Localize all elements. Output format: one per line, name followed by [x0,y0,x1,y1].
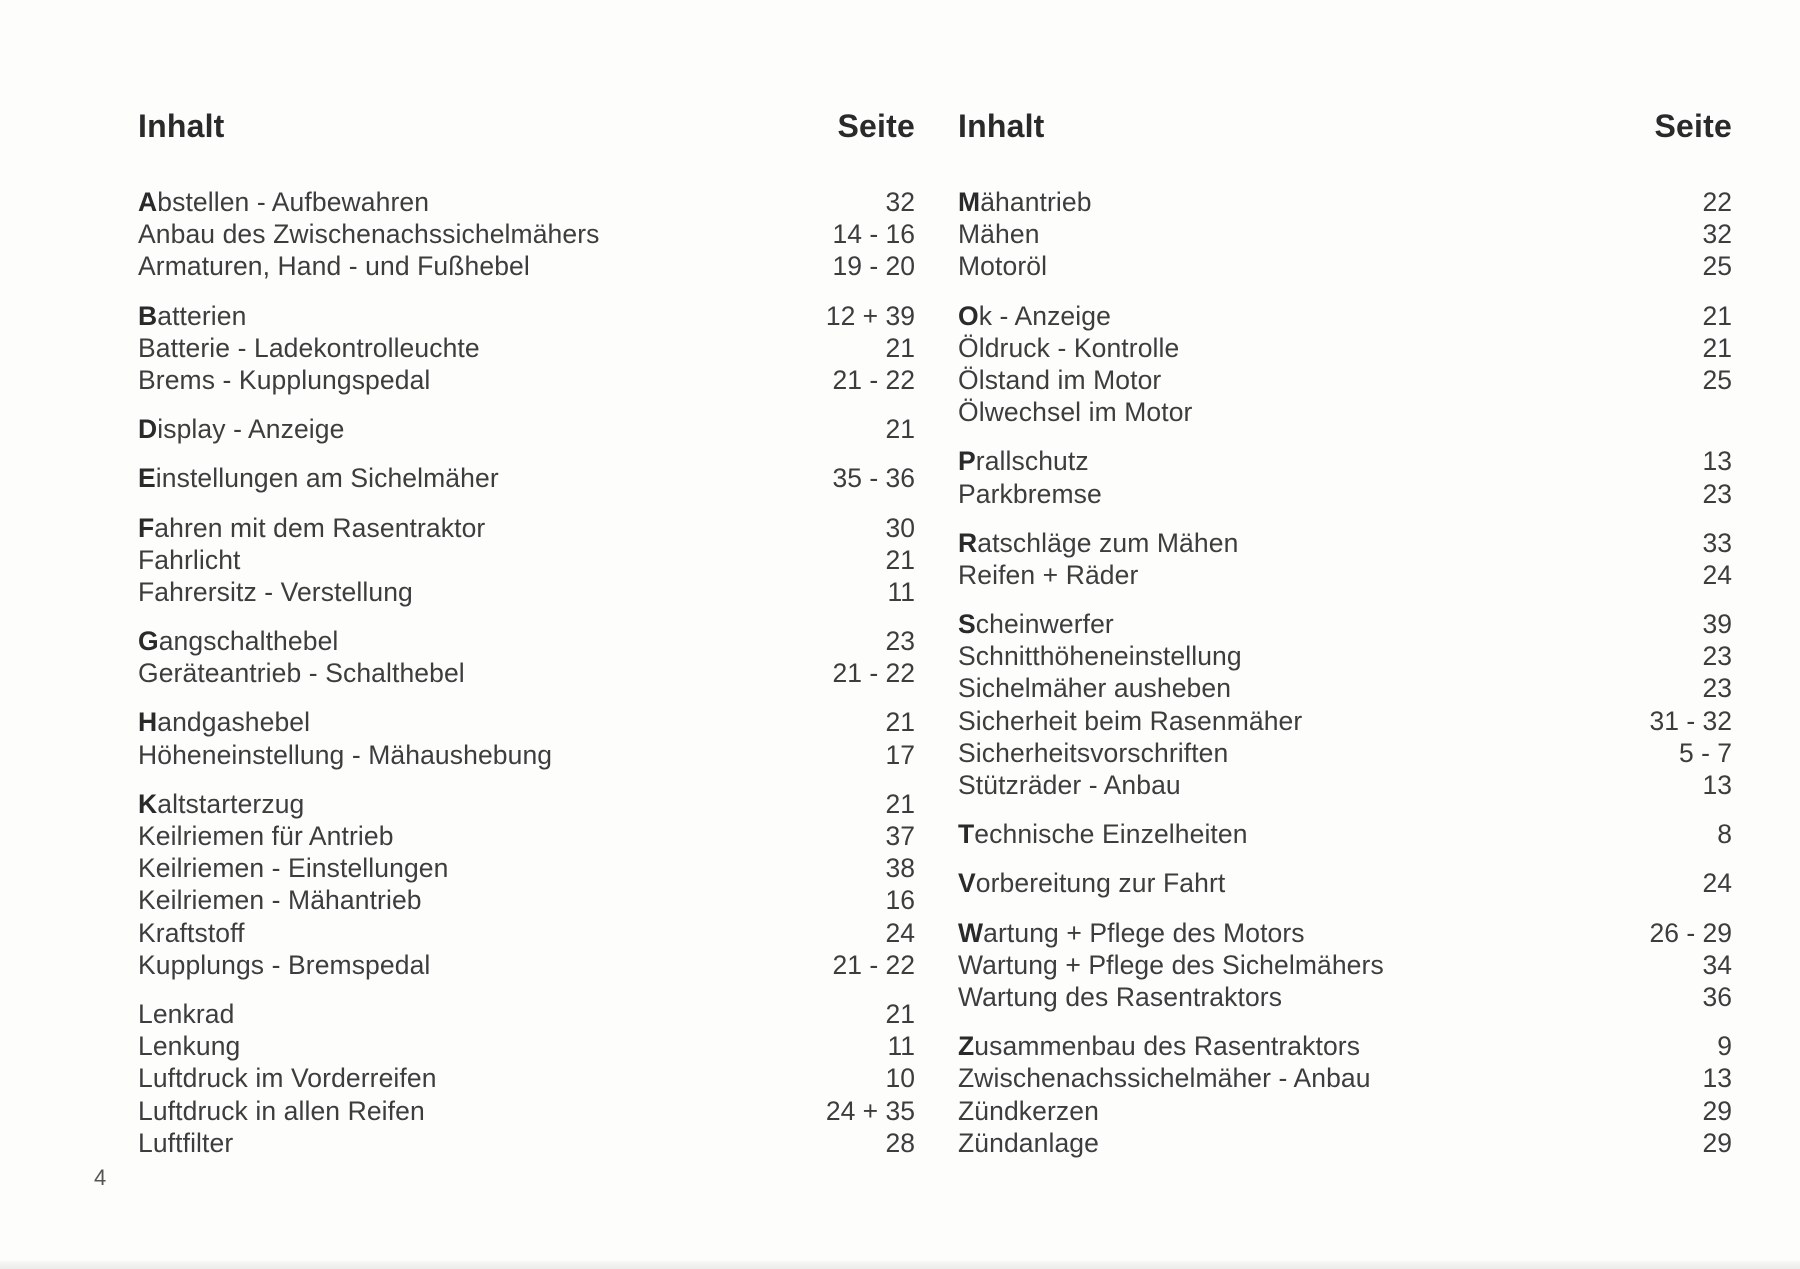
toc-entry-text: Zündkerzen [958,1095,1099,1126]
page-column-heading: Seite [1654,108,1732,144]
toc-entry-text: andgashebel [157,707,311,738]
toc-entry-page: 29 [1702,1127,1732,1158]
toc-group [958,527,1732,591]
toc-entry [958,250,1732,282]
toc-entry-label [958,1030,1360,1062]
toc-entry-initial: M [958,187,981,217]
toc-entry [138,186,915,218]
toc-group [958,917,1732,1014]
toc-entry-text: Luftdruck im Vorderreifen [138,1063,437,1094]
toc-entry-text: instellungen am Sichelmäher [155,463,499,494]
toc-group [958,186,1732,283]
toc-entry [138,1095,915,1127]
toc-group [958,445,1732,509]
toc-entry-page: 12 + 39 [825,300,915,331]
toc-entry-initial: H [138,707,158,738]
toc-entry-text: Sichelmäher ausheben [958,673,1232,704]
toc-entry [138,300,915,332]
toc-entry-text: Stützräder - Anbau [958,770,1181,800]
toc-entry [958,640,1732,672]
toc-entry-page: 22 [1702,187,1732,217]
toc-group [958,1030,1732,1159]
toc-entry-label [958,949,1384,981]
toc-group [138,462,915,494]
toc-entry [138,512,915,544]
toc-entry-label [138,332,480,364]
toc-entry-page: 21 - 22 [832,364,915,395]
toc-entry-text: k - Anzeige [978,300,1111,331]
toc-group [958,818,1732,850]
toc-entry-text: Schnitthöheneinstellung [958,641,1242,672]
toc-entry-initial: E [138,463,156,494]
toc-group [138,998,915,1159]
toc-entry-page: 21 - 22 [832,658,915,689]
toc-entry [958,608,1732,640]
toc-entry [138,998,915,1030]
toc-entry-initial: W [958,917,984,948]
toc-entry-text: Lenkrad [138,998,235,1029]
toc-entry-text: Mähen [958,219,1040,250]
toc-entry-label [138,1127,233,1159]
toc-entry-initial: D [138,414,158,445]
toc-entry-page: 21 [885,414,915,445]
toc-entry [958,300,1732,332]
toc-entry-label [138,512,485,544]
toc-entry-text: Parkbremse [958,478,1102,509]
toc-entry-label [138,186,429,218]
toc-entry [138,332,915,364]
toc-entry-label [138,657,465,689]
toc-entry-label [138,544,241,576]
toc-entry-label [958,1127,1099,1159]
toc-entry [138,657,915,689]
toc-entry-page: 21 [1702,300,1732,331]
toc-entry-page: 13 [1702,1063,1732,1094]
page-column-heading: Seite [837,108,915,144]
toc-entry-initial: O [958,300,979,331]
toc-group [958,300,1732,429]
toc-entry-text: altstarterzug [157,788,305,819]
toc-entry-label [138,852,448,884]
toc-entry [958,867,1732,899]
toc-entry [138,364,915,396]
toc-entry-page: 25 [1702,251,1732,282]
toc-entry [958,1030,1732,1062]
toc-entry-page: 24 [1702,559,1732,590]
toc-entry-initial: F [138,512,155,543]
toc-entry [138,625,915,657]
toc-entry [138,739,915,771]
toc-entry [958,527,1732,559]
column-header [138,108,915,150]
toc-entry-text: Fahrlicht [138,544,241,575]
toc-entry-initial: T [958,819,975,850]
toc-entry [958,364,1732,396]
toc-entry-text: bstellen - Aufbewahren [157,187,430,217]
toc-entry [958,737,1732,769]
toc-entry-page: 33 [1702,527,1732,558]
toc-entry [138,544,915,576]
toc-entry-text: Batterie - Ladekontrolleuchte [138,332,480,363]
toc-entry [958,478,1732,510]
toc-entry-page: 23 [1702,641,1732,672]
toc-entry [138,949,915,981]
toc-entry [958,186,1732,218]
toc-group [138,300,915,397]
toc-entry-text: Sicherheit beim Rasenmäher [958,705,1303,736]
toc-entry-page: 34 [1702,949,1732,980]
toc-entry-page: 21 [885,998,915,1029]
toc-entry-page: 31 - 32 [1649,705,1732,736]
toc-entry-label [958,218,1040,250]
toc-entry-text: orbereitung zur Fahrt [975,868,1226,899]
toc-entry-label [958,396,1192,428]
toc-entry-text: Sicherheitsvorschriften [958,737,1229,768]
toc-entry [138,820,915,852]
toc-entry-text: usammenbau des Rasentraktors [974,1031,1361,1062]
toc-entry-label [138,413,344,445]
toc-entry-text: Ölwechsel im Motor [958,397,1193,428]
toc-entry-initial: A [138,187,158,217]
toc-entry-page: 21 [1702,332,1732,363]
toc-entry-label [958,1095,1099,1127]
toc-entry-label [958,300,1111,332]
toc-entry [958,981,1732,1013]
toc-entry-label [138,300,246,332]
toc-entry-page: 21 [885,544,915,575]
toc-entry [138,1030,915,1062]
toc-entry-text: cheinwerfer [975,609,1114,640]
toc-entry [958,396,1732,428]
toc-entry [138,218,915,250]
toc-entry [958,218,1732,250]
toc-entry-label [958,705,1302,737]
toc-entry-text: Keilriemen für Antrieb [138,821,394,851]
toc-entry-text: Keilriemen - Einstellungen [138,853,449,884]
toc-entry-initial: G [138,626,159,657]
toc-entry-label [138,739,552,771]
toc-entry-page: 21 [885,332,915,363]
toc-entry-label [958,186,1092,218]
toc-entry-page: 23 [1702,673,1732,704]
toc-entry [958,949,1732,981]
toc-entry-label [958,917,1305,949]
toc-entry [138,413,915,445]
toc-entry-label [138,884,422,916]
toc-entry-label [138,820,394,852]
toc-entry-label [958,445,1089,477]
toc-entry-text: Motoröl [958,251,1048,282]
page-edge [0,1261,1800,1269]
toc-entry-label [138,788,304,820]
toc-entry-page: 24 [885,917,915,948]
toc-entry-text: Luftfilter [138,1127,234,1158]
toc-entry-page: 23 [885,626,915,657]
toc-entry-page: 9 [1717,1031,1732,1062]
toc-entry-label [138,1095,425,1127]
toc-entry-text: Lenkung [138,1031,241,1062]
toc-entry-page: 29 [1702,1095,1732,1126]
toc-entry-label [138,706,310,738]
toc-entry [958,332,1732,364]
toc-group [958,608,1732,801]
toc-entry-initial: B [138,300,158,331]
toc-entry-text: Brems - Kupplungspedal [138,364,431,395]
toc-entry [958,672,1732,704]
toc-entry-page: 36 [1702,981,1732,1012]
toc-entry-page: 28 [885,1127,915,1158]
toc-entry-text: ahren mit dem Rasentraktor [154,512,486,543]
toc-entry [138,1127,915,1159]
toc-entry-text: Höheneinstellung - Mähaushebung [138,739,553,770]
toc-entry-initial: S [958,609,976,640]
toc-entry-label [958,981,1282,1013]
toc-entry-label [138,576,413,608]
toc-entry [958,1062,1732,1094]
toc-entry-text: Fahrersitz - Verstellung [138,576,413,607]
toc-entry-text: Keilriemen - Mähantrieb [138,885,422,916]
toc-group [138,186,915,283]
toc-group [138,788,915,981]
toc-entry-page: 14 - 16 [832,219,915,250]
toc-entry-label [958,818,1248,850]
toc-entry [958,1127,1732,1159]
toc-entry-page: 32 [1702,219,1732,250]
toc-entry-text: echnische Einzelheiten [974,819,1248,850]
toc-entry-text: Reifen + Räder [958,559,1139,590]
toc-entry-text: artung + Pflege des Motors [983,917,1305,948]
toc-entry-label [138,625,338,657]
toc-group [138,625,915,689]
toc-group [958,867,1732,899]
toc-entry [138,917,915,949]
toc-entry-page: 5 - 7 [1678,737,1732,768]
toc-entry-label [138,250,530,282]
toc-entry-page: 11 [887,576,915,607]
toc-entry-label [138,462,499,494]
toc-group [138,512,915,609]
column-header [958,108,1732,150]
toc-entry-label [958,1062,1371,1094]
toc-groups [958,186,1732,1159]
toc-entry-page: 17 [885,739,915,770]
toc-entry-page: 32 [885,187,915,217]
toc-entry-label [958,867,1225,899]
toc-entry-page: 24 + 35 [825,1095,915,1126]
toc-entry-text: ähantrieb [980,187,1092,217]
toc-entry-label [138,949,430,981]
toc-entry [958,1095,1732,1127]
toc-title: Inhalt [958,108,1045,144]
toc-entry-text: angschalthebel [158,626,339,657]
toc-entry-initial: R [958,527,978,558]
toc-entry-label [958,640,1242,672]
toc-entry-page: 11 [887,1031,915,1062]
toc-entry-page: 8 [1717,819,1732,850]
toc-entry-label [138,218,600,250]
toc-entry-page: 24 [1702,868,1732,899]
toc-entry-page: 30 [885,512,915,543]
toc-entry-text: Kraftstoff [138,917,245,948]
toc-entry [958,917,1732,949]
toc-entry [958,445,1732,477]
toc-entry-page: 25 [1702,364,1732,395]
toc-entry [958,818,1732,850]
toc-entry-text: Ölstand im Motor [958,364,1162,395]
toc-entry-label [958,364,1161,396]
toc-entry [138,706,915,738]
toc-entry-text: Öldruck - Kontrolle [958,332,1180,363]
toc-entry-label [958,672,1231,704]
toc-column-right [958,108,1732,1176]
toc-entry [138,462,915,494]
toc-entry [958,705,1732,737]
toc-entry-label [958,250,1047,282]
toc-entry-text: Anbau des Zwischenachssichelmähers [138,219,600,250]
toc-entry-text: Armaturen, Hand - und Fußhebel [138,251,530,282]
toc-entry-label [958,478,1102,510]
toc-entry-label [138,1030,240,1062]
toc-entry-text: Wartung des Rasentraktors [958,981,1283,1012]
toc-entry-initial: K [138,788,158,819]
toc-entry-page: 35 - 36 [832,463,915,494]
toc-entry-page: 23 [1702,478,1732,509]
toc-entry-text: atschläge zum Mähen [977,527,1239,558]
toc-entry-page: 10 [885,1063,915,1094]
toc-entry-page: 21 [885,788,915,819]
toc-entry [138,250,915,282]
toc-entry-text: Zündanlage [958,1127,1099,1158]
toc-entry [138,852,915,884]
toc-entry-text: Kupplungs - Bremspedal [138,949,431,980]
toc-entry-label [958,737,1228,769]
toc-title: Inhalt [138,108,225,144]
toc-entry-text: Luftdruck in allen Reifen [138,1095,425,1126]
toc-entry-page: 39 [1702,609,1732,640]
toc-group [138,413,915,445]
toc-entry-label [138,917,245,949]
toc-entry-page: 37 [885,821,915,851]
toc-entry [958,769,1732,801]
toc-entry-text: atterien [157,300,247,331]
toc-entry-label [958,527,1238,559]
toc-group [138,706,915,770]
page-number: 4 [94,1165,107,1190]
toc-entry-page: 21 [885,707,915,738]
toc-entry-page: 21 - 22 [832,949,915,980]
toc-entry-page: 16 [885,885,915,916]
toc-entry-text: Geräteantrieb - Schalthebel [138,658,465,689]
toc-entry-text: Zwischenachssichelmäher - Anbau [958,1063,1371,1094]
toc-entry [138,884,915,916]
toc-entry-page: 19 - 20 [832,251,915,282]
toc-entry-label [138,364,430,396]
toc-entry [958,559,1732,591]
toc-entry-text: isplay - Anzeige [157,414,345,445]
toc-entry-initial: P [958,446,976,477]
toc-entry-text: Wartung + Pflege des Sichelmähers [958,949,1384,980]
toc-entry-page: 38 [885,853,915,884]
toc-groups [138,186,915,1159]
toc-entry-page: 13 [1702,770,1732,800]
toc-entry [138,576,915,608]
toc-entry-label [138,998,234,1030]
toc-entry-page: 13 [1702,446,1732,477]
toc-entry-initial: Z [958,1031,975,1062]
toc-column-left [138,108,915,1176]
toc-entry-label [958,559,1138,591]
toc-entry-text: rallschutz [975,446,1089,477]
toc-entry-label [138,1062,437,1094]
toc-entry [138,788,915,820]
toc-entry-label [958,608,1114,640]
toc-entry [138,1062,915,1094]
toc-entry-label [958,332,1179,364]
toc-entry-page: 26 - 29 [1649,917,1732,948]
toc-entry-initial: V [958,868,976,899]
toc-entry-label [958,769,1181,801]
